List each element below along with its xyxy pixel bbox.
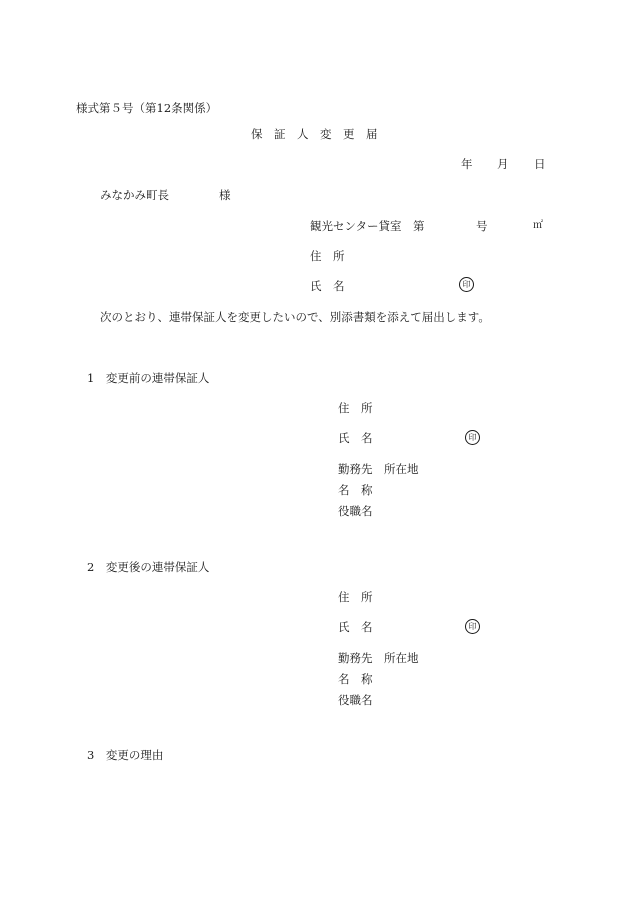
area-unit: ㎡ (533, 220, 543, 231)
section-2-seal-mark: 印 (465, 619, 480, 634)
date-year-label: 年 (461, 157, 473, 171)
rental-room-label: 観光センター貸室 第 (310, 219, 425, 233)
section-2-name-label: 氏 名 (338, 620, 373, 634)
section-1-seal-mark: 印 (465, 430, 480, 445)
section-1-position-label: 役職名 (338, 504, 373, 518)
section-1-name-label: 氏 名 (338, 431, 373, 445)
addressee-name: みなかみ町長 (100, 188, 169, 202)
date-day-label: 日 (534, 157, 546, 171)
document-title: 保 証 人 変 更 届 (251, 127, 378, 141)
section-1-address-label: 住 所 (338, 401, 373, 415)
applicant-seal-mark: 印 (459, 277, 474, 292)
section-3-heading: 3 変更の理由 (87, 748, 164, 762)
form-number: 様式第５号（第12条関係） (76, 101, 218, 115)
statement-text: 次のとおり、連帯保証人を変更したいので、別添書類を添えて届出します。 (100, 310, 490, 324)
date-month-label: 月 (497, 157, 509, 171)
section-1-heading: 1 変更前の連帯保証人 (87, 371, 210, 385)
section-2-address-label: 住 所 (338, 590, 373, 604)
addressee-honorific: 様 (219, 188, 231, 202)
section-2-heading: 2 変更後の連帯保証人 (87, 560, 210, 574)
applicant-address-label: 住 所 (310, 249, 345, 263)
section-2-workplace-label: 勤務先 所在地 (338, 651, 419, 665)
section-2-position-label: 役職名 (338, 693, 373, 707)
section-1-company-name-label: 名 称 (338, 483, 373, 497)
room-number-suffix: 号 (476, 219, 488, 233)
section-1-workplace-label: 勤務先 所在地 (338, 462, 419, 476)
section-2-company-name-label: 名 称 (338, 672, 373, 686)
applicant-name-label: 氏 名 (310, 279, 345, 293)
